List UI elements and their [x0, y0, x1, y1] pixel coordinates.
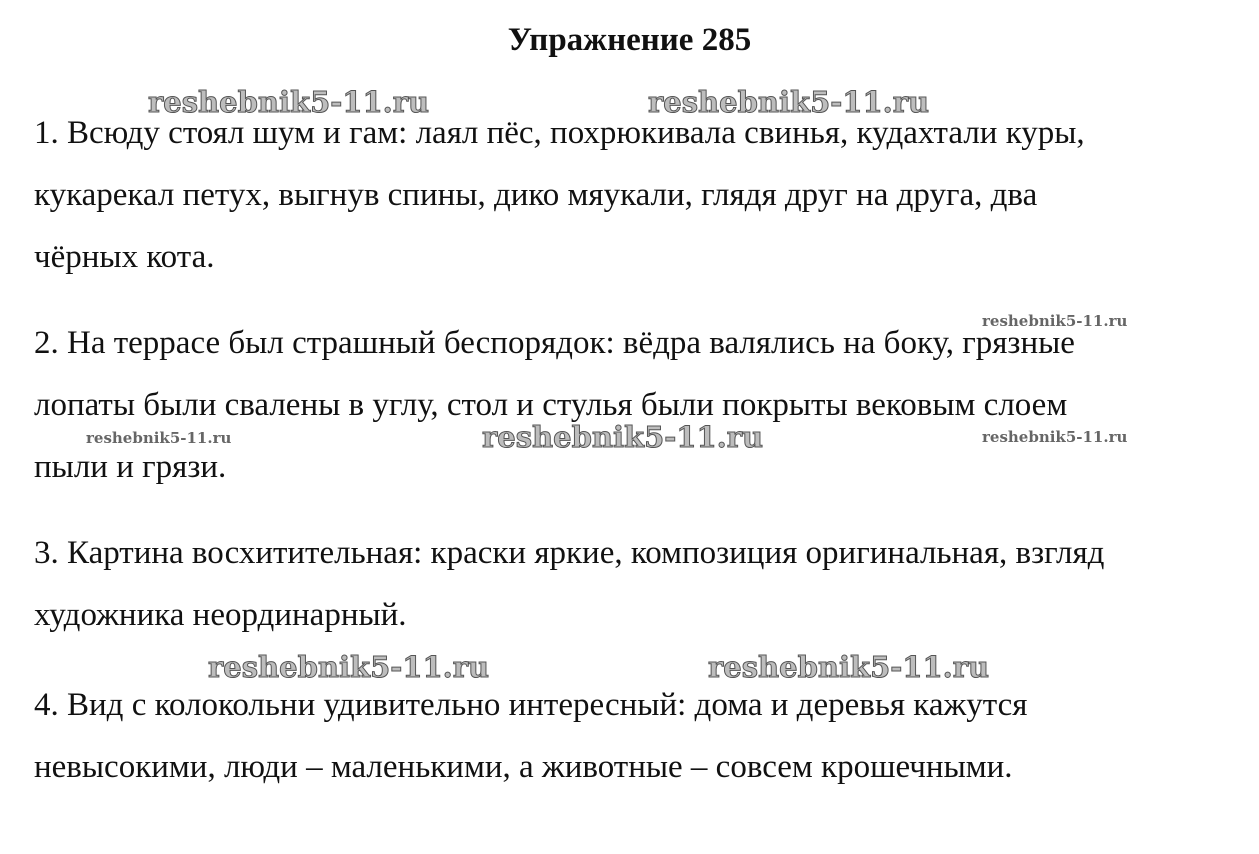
exercise-title: Упражнение 285 [507, 22, 752, 58]
paragraph-line: 2. На террасе был страшный беспорядок: вёдра валялись на боку, грязные [34, 325, 1075, 361]
paragraph-line: лопаты были свалены в углу, стол и стулья были покрыты вековым слоем [34, 387, 1068, 423]
paragraph-line: 1. Всюду стоял шум и гам: лаял пёс, похрюкивала свинья, кудахтали куры, [34, 115, 1085, 151]
watermark: reshebnik5-11.ru [708, 650, 990, 684]
paragraph-line: кукарекал петух, выгнув спины, дико мяукали, глядя друг на друга, два [34, 177, 1038, 213]
paragraph-line: 4. Вид с колокольни удивительно интересный: дома и деревья кажутся [34, 687, 1028, 723]
watermark: reshebnik5-11.ru [148, 85, 430, 119]
paragraph-1 [34, 102, 1234, 288]
paragraph-line: невысокими, люди – маленькими, а животные – совсем крошечными. [34, 749, 1013, 785]
paragraph-line: чёрных кота. [34, 239, 215, 275]
watermark: reshebnik5-11.ru [208, 650, 490, 684]
paragraph-line: пыли и грязи. [34, 449, 227, 485]
paragraph-3 [34, 522, 1234, 646]
watermark: reshebnik5-11.ru [982, 428, 1128, 446]
watermark: reshebnik5-11.ru [482, 420, 764, 454]
watermark: reshebnik5-11.ru [982, 312, 1128, 330]
watermark: reshebnik5-11.ru [86, 429, 232, 447]
paragraph-line: художника неординарный. [34, 597, 407, 633]
paragraph-2 [34, 312, 1234, 498]
paragraph-line: 3. Картина восхитительная: краски яркие, композиция оригинальная, взгляд [34, 535, 1105, 571]
paragraph-4 [34, 674, 1234, 798]
watermark: reshebnik5-11.ru [648, 85, 930, 119]
